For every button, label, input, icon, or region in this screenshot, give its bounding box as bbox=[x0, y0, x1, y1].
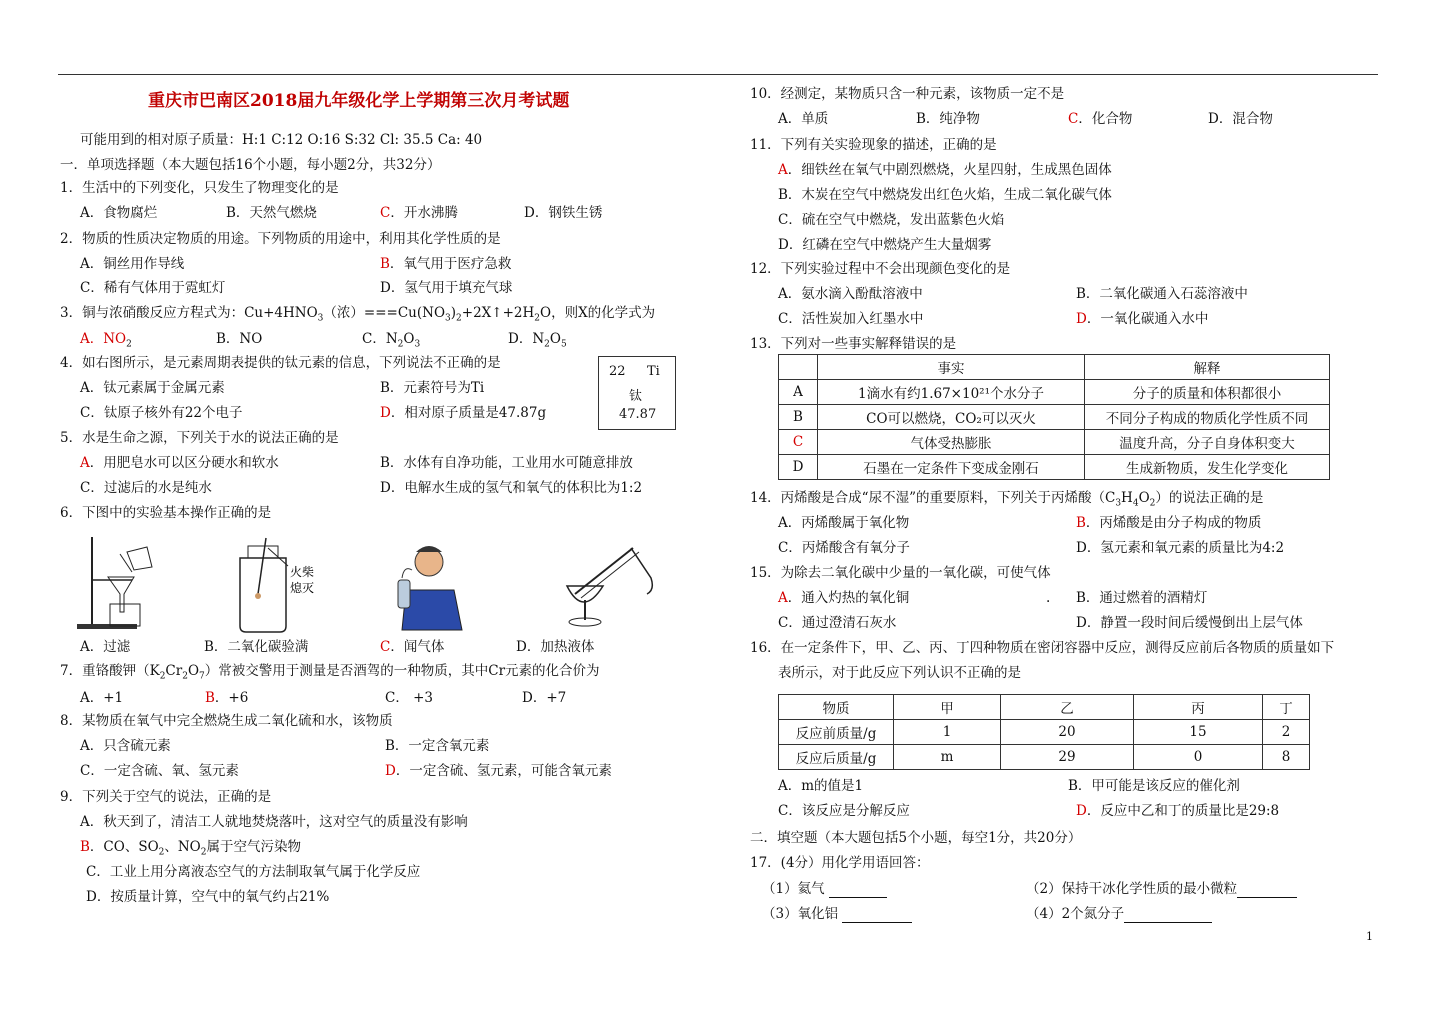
q2-option-d: D．氢气用于填充气球 bbox=[380, 280, 513, 296]
q14-option-c: C．丙烯酸含有氧分子 bbox=[778, 540, 910, 556]
q7-option-c: C． +3 bbox=[385, 690, 434, 706]
q2-stem: 2．物质的性质决定物质的用途。下列物质的用途中，利用其化学性质的是 bbox=[60, 231, 501, 247]
answer-blank[interactable] bbox=[1124, 908, 1212, 923]
q11-option-b: B．木炭在空气中燃烧发出红色火焰，生成二氧化碳气体 bbox=[778, 187, 1112, 203]
row-key: D bbox=[779, 455, 818, 480]
q2-option-c: C．稀有气体用于霓虹灯 bbox=[80, 280, 226, 296]
q17-part4: （4）2个氮分子 bbox=[1026, 905, 1212, 923]
header-cell: 乙 bbox=[1001, 695, 1134, 720]
cell: 0 bbox=[1134, 745, 1263, 770]
q10-option-c: C．化合物 bbox=[1068, 111, 1133, 127]
q4-stem: 4．如右图所示，是元素周期表提供的钛元素的信息，下列说法不正确的是 bbox=[60, 355, 501, 371]
q12-stem: 12．下列实验过程中不会出现颜色变化的是 bbox=[750, 261, 1011, 277]
q15-option-d: D．静置一段时间后缓慢倒出上层气体 bbox=[1076, 615, 1303, 631]
element-name: 钛 bbox=[629, 389, 643, 404]
q7-stem: 7．重铬酸钾$(K_2Cr_2O_7)$常被交警用于测量是否酒驾的一种物质，其中Cr元素的化合价为 bbox=[60, 663, 600, 682]
q5-stem: 5．水是生命之源，下列关于水的说法正确的是 bbox=[60, 430, 339, 446]
q4-option-a: A．钛元素属于金属元素 bbox=[80, 380, 225, 396]
q3-option-a: A．$NO_2$ bbox=[80, 331, 132, 350]
q14-option-b: B．丙烯酸是由分子构成的物质 bbox=[1076, 515, 1262, 531]
col-header-explanation: 解释 bbox=[1085, 355, 1330, 380]
q2-option-a: A．铜丝用作导线 bbox=[80, 256, 185, 272]
q16-option-c: C．该反应是分解反应 bbox=[778, 803, 910, 819]
q17-part2: （2）保持干冰化学性质的最小微粒 bbox=[1026, 880, 1297, 898]
q8-option-b: B．一定含氧元素 bbox=[385, 738, 490, 754]
q1-stem: 1．生活中的下列变化，只发生了物理变化的是 bbox=[60, 180, 339, 196]
q16-option-b: B．甲可能是该反应的催化剂 bbox=[1068, 778, 1240, 794]
header-cell: 甲 bbox=[894, 695, 1001, 720]
q14-stem: 14．丙烯酸是合成“尿不湿”的重要原料，下列关于丙烯酸$(C_3H_4O_2)$的说法正确的是 bbox=[750, 490, 1264, 509]
cell: 反应前质量/g bbox=[779, 720, 894, 745]
table-row bbox=[779, 430, 1330, 455]
row-fact: 气体受热膨胀 bbox=[818, 430, 1085, 455]
q3-option-b: B．NO bbox=[216, 331, 263, 347]
section-two-heading: 二．填空题（本大题包括5个小题，每空1分，共20分） bbox=[750, 830, 1082, 846]
q16-option-d: D．反应中乙和丁的质量比是29:8 bbox=[1076, 803, 1280, 819]
q6-option-a: A．过滤 bbox=[80, 639, 131, 655]
q1-option-c: C．开水沸腾 bbox=[380, 205, 458, 221]
q12-option-b: B．二氧化碳通入石蕊溶液中 bbox=[1076, 286, 1248, 302]
row-key: C bbox=[779, 430, 818, 455]
answer-blank[interactable] bbox=[842, 908, 912, 923]
filtration-figure bbox=[72, 532, 162, 632]
q14-option-a: A．丙烯酸属于氧化物 bbox=[778, 515, 910, 531]
heating-liquid-figure bbox=[555, 538, 665, 628]
q15-option-b: B．通过燃着的酒精灯 bbox=[1076, 590, 1208, 606]
row-explanation: 不同分子构成的物质化学性质不同 bbox=[1085, 405, 1330, 430]
q8-option-c: C．一定含硫、氧、氢元素 bbox=[80, 763, 239, 779]
table-row bbox=[779, 695, 1310, 720]
row-fact: 石墨在一定条件下变成金刚石 bbox=[818, 455, 1085, 480]
table-row bbox=[779, 720, 1310, 745]
row-fact: CO可以燃烧，CO₂可以灭火 bbox=[818, 405, 1085, 430]
q8-stem: 8．某物质在氧气中完全燃烧生成二氧化硫和水，该物质 bbox=[60, 713, 393, 729]
q6-stem: 6．下图中的实验基本操作正确的是 bbox=[60, 505, 272, 521]
row-explanation: 温度升高，分子自身体积变大 bbox=[1085, 430, 1330, 455]
cell: 2 bbox=[1263, 720, 1310, 745]
atomic-mass: 47.87 bbox=[619, 407, 657, 422]
q5-option-a: A．用肥皂水可以区分硬水和软水 bbox=[80, 455, 279, 471]
atomic-number: 22 bbox=[609, 364, 626, 379]
row-key: A bbox=[779, 380, 818, 405]
q7-option-d: D．+7 bbox=[522, 690, 567, 706]
table-row bbox=[779, 405, 1330, 430]
cell: 1 bbox=[894, 720, 1001, 745]
q12-option-a: A．氨水滴入酚酞溶液中 bbox=[778, 286, 923, 302]
q15-option-a: A．通入灼热的氧化铜 bbox=[778, 590, 910, 606]
fig-label-match: 火柴 bbox=[290, 565, 315, 579]
smell-gas-figure bbox=[384, 540, 474, 640]
q5-option-c: C．过滤后的水是纯水 bbox=[80, 480, 212, 496]
q16-stem-line2: 表所示，对于此反应下列认识不正确的是 bbox=[778, 665, 1021, 681]
q10-option-d: D．混合物 bbox=[1208, 111, 1273, 127]
cell: m bbox=[894, 745, 1001, 770]
q15-option-c: C．通过澄清石灰水 bbox=[778, 615, 897, 631]
cell: 20 bbox=[1001, 720, 1134, 745]
table-row bbox=[779, 455, 1330, 480]
q2-option-b: B．氧气用于医疗急救 bbox=[380, 256, 512, 272]
q16-stem-line1: 16．在一定条件下，甲、乙、丙、丁四种物质在密闭容器中反应，测得反应前后各物质的质量如下 bbox=[750, 640, 1335, 656]
q10-option-a: A．单质 bbox=[778, 111, 829, 127]
answer-blank[interactable] bbox=[829, 883, 887, 898]
atomic-masses: 可能用到的相对原子质量：H:1 C:12 O:16 S:32 Cl: 35.5 Ca: 40 bbox=[80, 132, 483, 148]
q16-table bbox=[778, 694, 1310, 770]
q1-option-b: B．天然气燃烧 bbox=[226, 205, 317, 221]
q3-option-d: D．$N_2O_5$ bbox=[508, 331, 567, 350]
answer-blank[interactable] bbox=[1237, 883, 1297, 898]
q13-stem: 13．下列对一些事实解释错误的是 bbox=[750, 336, 957, 352]
q11-option-c: C．硫在空气中燃烧，发出蓝紫色火焰 bbox=[778, 212, 1005, 228]
cell: 15 bbox=[1134, 720, 1263, 745]
q16-option-a: A．m的值是1 bbox=[778, 778, 864, 794]
q11-option-a: A．细铁丝在氧气中剧烈燃烧，火星四射，生成黑色固体 bbox=[778, 162, 1112, 178]
row-explanation: 生成新物质，发生化学变化 bbox=[1085, 455, 1330, 480]
col-header-fact: 事实 bbox=[818, 355, 1085, 380]
row-fact: 1滴水有约1.67×10²¹个水分子 bbox=[818, 380, 1085, 405]
fig-label-out: 熄灭 bbox=[290, 581, 315, 595]
q3-option-c: C．$N_2O_3$ bbox=[362, 331, 421, 350]
q6-option-c: C．闻气体 bbox=[380, 639, 445, 655]
q9-option-c: C．工业上用分离液态空气的方法制取氧气属于化学反应 bbox=[86, 864, 421, 880]
q5-option-d: D．电解水生成的氢气和氧气的体积比为1:2 bbox=[380, 480, 643, 496]
q6-option-b: B．二氧化碳验满 bbox=[204, 639, 309, 655]
titanium-element-card bbox=[598, 356, 676, 430]
q8-option-d: D．一定含硫、氢元素，可能含氧元素 bbox=[385, 763, 612, 779]
q7-option-a: A．+1 bbox=[80, 690, 124, 706]
row-explanation: 分子的质量和体积都很小 bbox=[1085, 380, 1330, 405]
q17-part3: （3）氧化铝 bbox=[762, 905, 912, 923]
q8-option-a: A．只含硫元素 bbox=[80, 738, 171, 754]
page-number: 1 bbox=[1366, 930, 1373, 943]
q9-stem: 9．下列关于空气的说法，正确的是 bbox=[60, 789, 272, 805]
q4-option-c: C．钛原子核外有22个电子 bbox=[80, 405, 243, 421]
q10-option-b: B．纯净物 bbox=[916, 111, 980, 127]
top-rule bbox=[58, 74, 1378, 75]
q1-option-d: D．钢铁生锈 bbox=[524, 205, 603, 221]
header-cell: 丙 bbox=[1134, 695, 1263, 720]
table-row bbox=[779, 745, 1310, 770]
q4-option-b: B．元素符号为Ti bbox=[380, 380, 485, 396]
q17-stem: 17．(4分）用化学用语回答： bbox=[750, 855, 930, 871]
cell: 8 bbox=[1263, 745, 1310, 770]
q9-option-b: B．CO、$SO_2$、$NO_2$属于空气污染物 bbox=[80, 839, 301, 858]
q15-stem: 15．为除去二氧化碳中少量的一氧化碳，可使气体 bbox=[750, 565, 1051, 581]
q7-option-b: B．+6 bbox=[205, 690, 249, 706]
q14-option-d: D．氢元素和氧元素的质量比为4:2 bbox=[1076, 540, 1285, 556]
element-symbol: Ti bbox=[647, 364, 660, 379]
q3-stem: 3．铜与浓硝酸反应方程式为：$Cu+4HNO_3$（浓）$===Cu(NO_3)_2+2X↑+2H_2O$，则X的化学式为 bbox=[60, 305, 656, 324]
q12-option-d: D．一氧化碳通入水中 bbox=[1076, 311, 1209, 327]
page-title: 重庆市巴南区2018届九年级化学上学期第三次月考试题 bbox=[148, 91, 570, 111]
q9-option-a: A．秋天到了，清洁工人就地焚烧落叶，这对空气的质量没有影响 bbox=[80, 814, 468, 830]
cell: 29 bbox=[1001, 745, 1134, 770]
header-cell: 丁 bbox=[1263, 695, 1310, 720]
header-cell: 物质 bbox=[779, 695, 894, 720]
q11-option-d: D．红磷在空气中燃烧产生大量烟雾 bbox=[778, 237, 992, 253]
q6-option-d: D．加热液体 bbox=[516, 639, 595, 655]
q15-dot: . bbox=[1046, 590, 1051, 606]
cell: 反应后质量/g bbox=[779, 745, 894, 770]
q17-part1: （1）氦气 bbox=[762, 880, 887, 898]
table-row bbox=[779, 355, 1330, 380]
table-row bbox=[779, 380, 1330, 405]
q10-stem: 10．经测定，某物质只含一种元素，该物质一定不是 bbox=[750, 86, 1065, 102]
row-key: B bbox=[779, 405, 818, 430]
q11-stem: 11．下列有关实验现象的描述，正确的是 bbox=[750, 137, 997, 153]
q4-option-d: D．相对原子质量是47.87g bbox=[380, 405, 547, 421]
section-one-heading: 一．单项选择题（本大题包括16个小题，每小题2分，共32分） bbox=[60, 157, 441, 173]
q12-option-c: C．活性炭加入红墨水中 bbox=[778, 311, 924, 327]
q9-option-d: D．按质量计算，空气中的氧气约占21% bbox=[86, 889, 330, 905]
q5-option-b: B．水体有自净功能，工业用水可随意排放 bbox=[380, 455, 633, 471]
q13-table bbox=[778, 354, 1330, 480]
co2-test-figure bbox=[230, 536, 330, 636]
q1-option-a: A．食物腐烂 bbox=[80, 205, 158, 221]
